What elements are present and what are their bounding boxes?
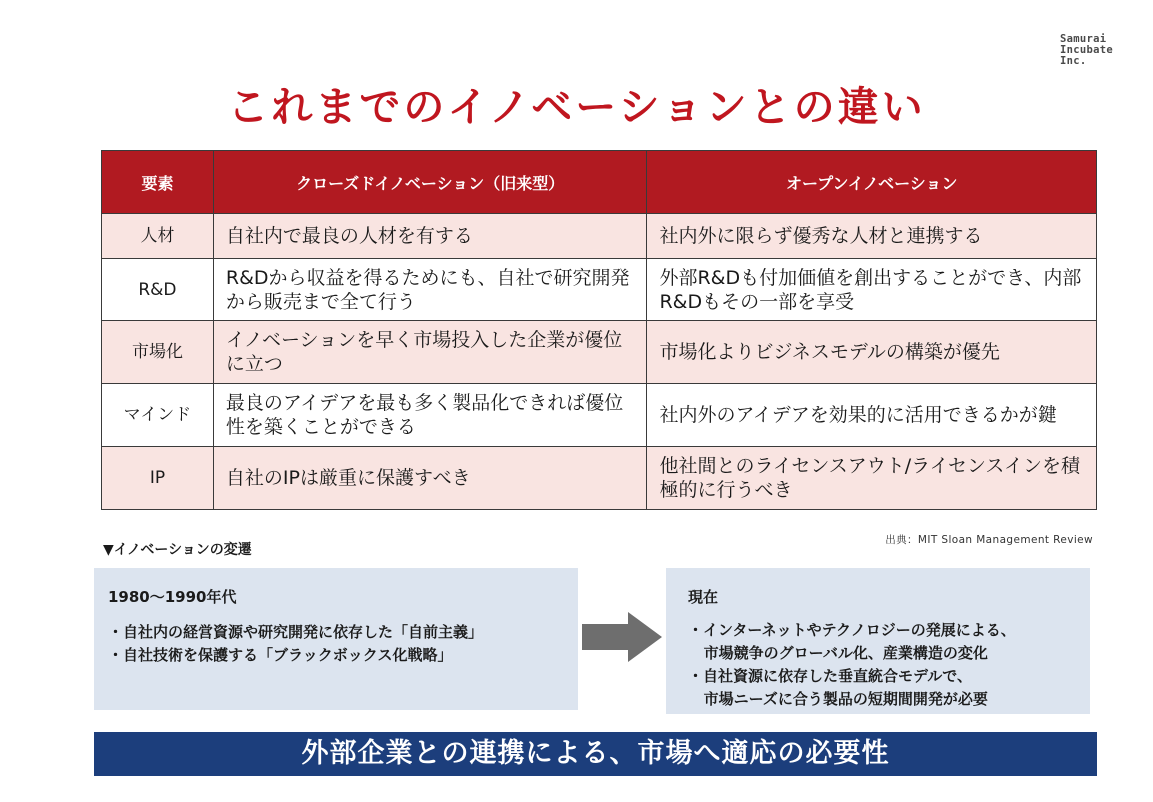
right-arrow-icon: [582, 612, 662, 662]
list-item: ・自社技術を保護する「ブラックボックス化戦略」: [108, 646, 453, 664]
row-element: IP: [102, 447, 214, 510]
table-header-row: [102, 151, 1097, 214]
table-row: [102, 259, 1097, 321]
row-closed-cell: イノベーションを早く市場投入した企業が優位に立つ: [213, 321, 647, 384]
row-open-cell: 外部R&Dも付加価値を創出することができ、内部R&Dもその一部を享受: [647, 259, 1097, 321]
conclusion-banner: 外部企業との連携による、市場へ適応の必要性: [94, 732, 1097, 776]
company-logo: [1060, 34, 1113, 67]
table-row: [102, 447, 1097, 510]
list-item: 市場競争のグローバル化、産業構造の変化: [688, 644, 988, 662]
page-title: これまでのイノベーションとの違い: [227, 83, 926, 131]
table-row: [102, 321, 1097, 384]
row-element: マインド: [102, 384, 214, 447]
present-era-box: [666, 568, 1090, 714]
row-closed-cell: 自社内で最良の人材を有する: [213, 214, 647, 259]
list-item: 市場ニーズに合う製品の短期間開発が必要: [688, 690, 988, 708]
row-element: R&D: [102, 259, 214, 321]
row-element: 人材: [102, 214, 214, 259]
past-era-list: [108, 621, 483, 667]
section-heading: ▼イノベーションの変遷: [103, 542, 252, 558]
row-closed-cell: R&Dから収益を得るためにも、自社で研究開発から販売まで全て行う: [213, 259, 647, 321]
row-open-cell: 他社間とのライセンスアウト/ライセンスインを積極的に行うべき: [647, 447, 1097, 510]
comparison-table: [101, 150, 1097, 510]
header-element: 要素: [102, 151, 214, 214]
table-row: [102, 384, 1097, 447]
past-era-heading: 1980〜1990年代: [108, 588, 237, 606]
row-open-cell: 社内外のアイデアを効果的に活用できるかが鍵: [647, 384, 1097, 447]
row-element: 市場化: [102, 321, 214, 384]
logo-line-2: Incubate: [1060, 44, 1113, 56]
list-item: ・自社資源に依存した垂直統合モデルで、: [688, 667, 972, 685]
logo-line-3: Inc.: [1060, 55, 1087, 67]
source-citation: 出典：MIT Sloan Management Review: [885, 534, 1093, 546]
present-era-list: [688, 619, 1016, 711]
past-era-box: [94, 568, 578, 710]
logo-line-1: Samurai: [1060, 33, 1107, 45]
present-era-heading: 現在: [688, 588, 719, 606]
list-item: ・自社内の経営資源や研究開発に依存した「自前主義」: [108, 623, 484, 641]
row-closed-cell: 自社のIPは厳重に保護すべき: [213, 447, 647, 510]
header-closed-innovation: クローズドイノベーション（旧来型）: [213, 151, 647, 214]
row-open-cell: 市場化よりビジネスモデルの構築が優先: [647, 321, 1097, 384]
row-closed-cell: 最良のアイデアを最も多く製品化できれば優位性を築くことができる: [213, 384, 647, 447]
header-open-innovation: オープンイノベーション: [647, 151, 1097, 214]
table-row: [102, 214, 1097, 259]
list-item: ・インターネットやテクノロジーの発展による、: [688, 621, 1016, 639]
row-open-cell: 社内外に限らず優秀な人材と連携する: [647, 214, 1097, 259]
